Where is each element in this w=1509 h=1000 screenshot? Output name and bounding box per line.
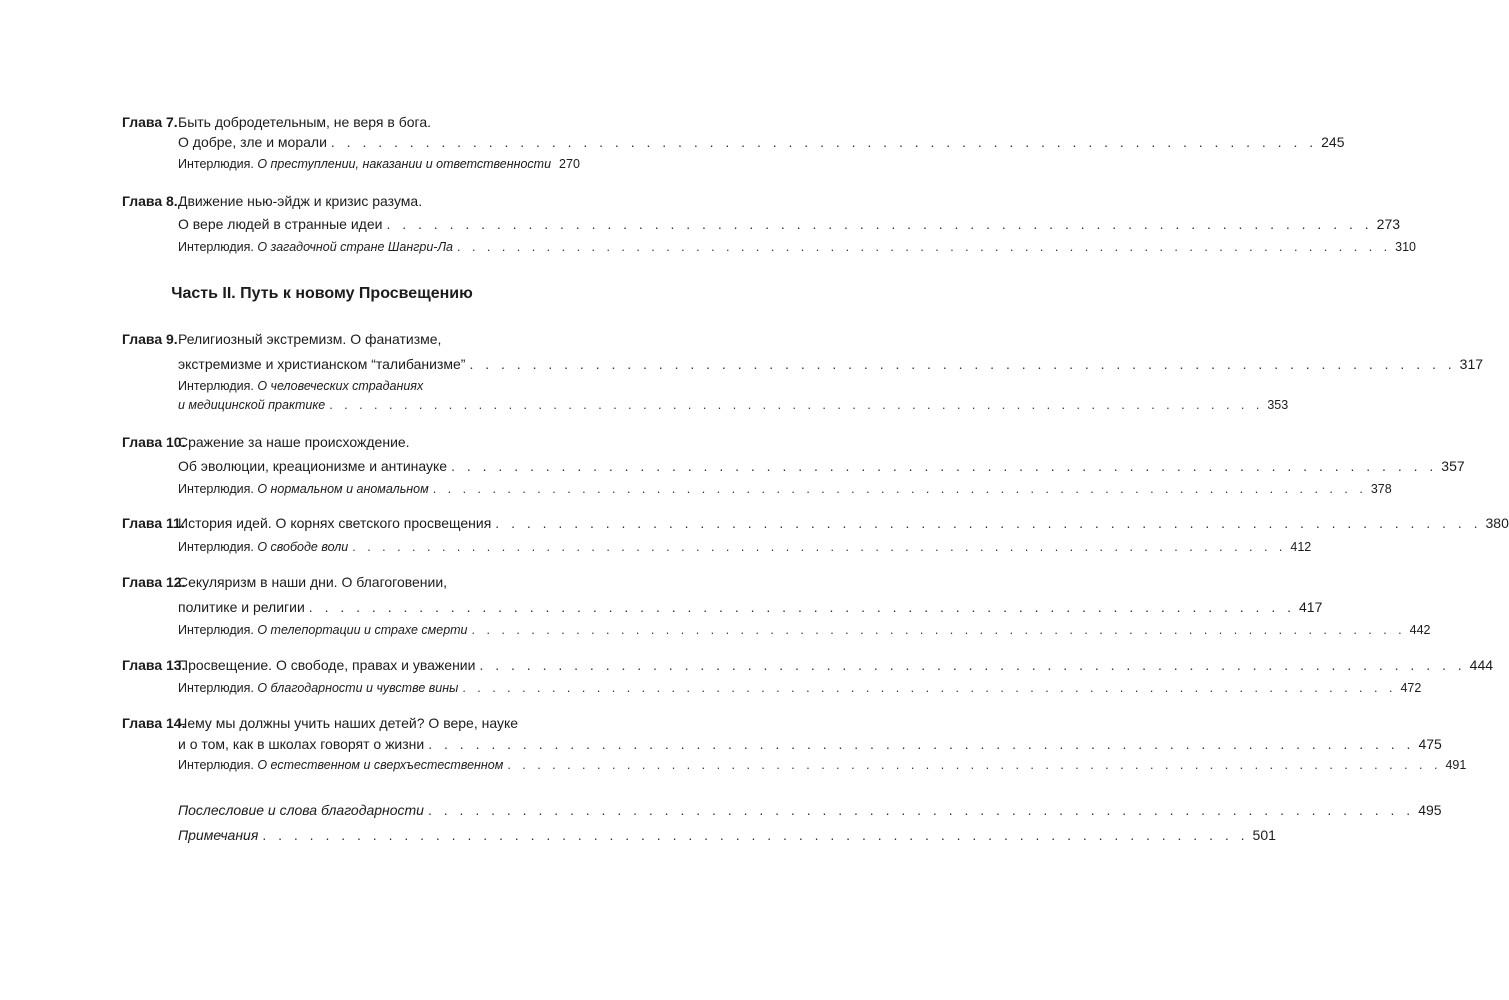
page-number: 442 [1409,623,1431,637]
toc-entry[interactable]: О добре, зле и морали . . . . . . . . . . . . . . . . . . . . . . . . . . . . . . . . . . . . . . . . . . . . . . . . . . . . . . . . . . . . . . . 245 [178,134,1345,150]
dot-leader: . . . . . . . . . . . . . . . . . . . . . . . . . . . . . . . . . . . . . . . . . . . . . . . . . . . . . . . . . . . . . . . [469,356,1456,372]
interlude-entry[interactable]: Интерлюдия. О свободе воли . . . . . . . . . . . . . . . . . . . . . . . . . . . . . . . . . . . . . . . . . . . . . . . . . . . . . . . . . . . . . . . 412 [178,540,1312,554]
chapter-12-heading [122,573,448,591]
toc-entry[interactable]: О вере людей в странные идеи . . . . . . . . . . . . . . . . . . . . . . . . . . . . . . . . . . . . . . . . . . . . . . . . . . . . . . . . . . . . . . . 273 [178,216,1401,232]
chapter-title: Сражение за наше происхождение. [178,434,410,450]
chapter-13-heading [122,656,185,674]
dot-leader: . . . . . . . . . . . . . . . . . . . . . . . . . . . . . . . . . . . . . . . . . . . . . . . . . . . . . . . . . . . . . . . [386,216,1373,232]
dot-leader: . . . . . . . . . . . . . . . . . . . . . . . . . . . . . . . . . . . . . . . . . . . . . . . . . . . . . . . . . . . . . . . [479,657,1466,673]
chapter-title: Религиозный экстремизм. О фанатизме, [178,331,442,347]
page-number: 501 [1252,827,1276,843]
chapter-11-heading [122,514,185,532]
page-number: 444 [1469,657,1494,673]
chapter-label: Глава 13. [122,657,186,673]
dot-leader: . . . . . . . . . . . . . . . . . . . . . . . . . . . . . . . . . . . . . . . . . . . . . . . . . . . . . . . . . . . . . . . [308,599,1296,615]
chapter-label: Глава 10. [122,434,186,450]
dot-leader: . . . . . . . . . . . . . . . . . . . . . . . . . . . . . . . . . . . . . . . . . . . . . . . . . . . . . . . . . . . . . . . [507,758,1442,772]
toc-entry[interactable]: Об эволюции, креационизме и антинауке . . . . . . . . . . . . . . . . . . . . . . . . . . . . . . . . . . . . . . . . . . . . . . . . . . . . . . . . . . . . . . . 357 [178,458,1465,474]
toc-entry[interactable]: и о том, как в школах говорят о жизни . . . . . . . . . . . . . . . . . . . . . . . . . . . . . . . . . . . . . . . . . . . . . . . . . . . . . . . . . . . . . . . 475 [178,736,1442,752]
page-number: 472 [1400,681,1422,695]
chapter-7-heading [122,113,431,131]
dot-leader: . . . . . . . . . . . . . . . . . . . . . . . . . . . . . . . . . . . . . . . . . . . . . . . . . . . . . . . . . . . . . . . [329,398,1264,412]
chapter-title: Чему мы должны учить наших детей? О вере, науке [178,715,519,731]
page-number: 378 [1370,482,1392,496]
page-number: 353 [1267,398,1289,412]
page-number: 491 [1445,758,1467,772]
page-number: 380 [1485,515,1509,531]
toc-entry[interactable]: экстремизме и христианском “талибанизме” . . . . . . . . . . . . . . . . . . . . . . . . . . . . . . . . . . . . . . . . . . . . . . . . . . . . . . . . . . . . . . . 317 [178,356,1484,372]
interlude-entry[interactable]: Интерлюдия. О загадочной стране Шангри-Ла . . . . . . . . . . . . . . . . . . . . . . . . . . . . . . . . . . . . . . . . . . . . . . . . . . . . . . . . . . . . . . . 310 [178,240,1416,254]
interlude-line: Интерлюдия. О человеческих страданиях [178,379,424,393]
chapter-title: Быть добродетельным, не веря в бога. [178,114,431,130]
page-number: 310 [1395,240,1416,254]
part-title: Часть II. Путь к новому Просвещению [171,285,473,302]
page-number: 245 [1321,134,1345,150]
chapter-label: Глава 9. [122,331,178,347]
chapter-label: Глава 7. [122,114,178,130]
chapter-title: Секуляризм в наши дни. О благоговении, [178,574,448,590]
page-number: 475 [1418,736,1442,752]
afterword-entry[interactable]: Послесловие и слова благодарности . . . . . . . . . . . . . . . . . . . . . . . . . . . . . . . . . . . . . . . . . . . . . . . . . . . . . . . . . . . . . . . 495 [178,802,1442,818]
chapter-10-heading [122,433,410,451]
dot-leader: . . . . . . . . . . . . . . . . . . . . . . . . . . . . . . . . . . . . . . . . . . . . . . . . . . . . . . . . . . . . . . . [330,134,1318,150]
interlude-entry[interactable]: Интерлюдия. О благодарности и чувстве вины . . . . . . . . . . . . . . . . . . . . . . . . . . . . . . . . . . . . . . . . . . . . . . . . . . . . . . . . . . . . . . . 472 [178,681,1422,695]
toc-entry[interactable]: политике и религии . . . . . . . . . . . . . . . . . . . . . . . . . . . . . . . . . . . . . . . . . . . . . . . . . . . . . . . . . . . . . . . 417 [178,599,1323,615]
interlude-entry[interactable]: Интерлюдия. О естественном и сверхъестественном . . . . . . . . . . . . . . . . . . . . . . . . . . . . . . . . . . . . . . . . . . . . . . . . . . . . . . . . . . . . . . . 491 [178,758,1467,772]
interlude-entry[interactable]: Интерлюдия. О телепортации и страхе смерти . . . . . . . . . . . . . . . . . . . . . . . . . . . . . . . . . . . . . . . . . . . . . . . . . . . . . . . . . . . . . . . 442 [178,623,1431,637]
chapter-label: Глава 14. [122,715,186,731]
toc-entry[interactable]: История идей. О корнях светского просвещения . . . . . . . . . . . . . . . . . . . . . . . . . . . . . . . . . . . . . . . . . . . . . . . . . . . . . . . . . . . . . . . 380 [178,515,1509,531]
dot-leader: . . . . . . . . . . . . . . . . . . . . . . . . . . . . . . . . . . . . . . . . . . . . . . . . . . . . . . . . . . . . . . . [451,458,1438,474]
page-number: 357 [1441,458,1465,474]
dot-leader: . . . . . . . . . . . . . . . . . . . . . . . . . . . . . . . . . . . . . . . . . . . . . . . . . . . . . . . . . . . . . . . [432,482,1367,496]
interlude-entry[interactable]: Интерлюдия. О преступлении, наказании и ответственности 270 [178,157,580,171]
page-number: 495 [1418,802,1442,818]
page-number: 317 [1459,356,1484,372]
dot-leader: . . . . . . . . . . . . . . . . . . . . . . . . . . . . . . . . . . . . . . . . . . . . . . . . . . . . . . . . . . . . . . . [462,681,1397,695]
page-number: 412 [1290,540,1312,554]
interlude-entry[interactable]: и медицинской практике . . . . . . . . . . . . . . . . . . . . . . . . . . . . . . . . . . . . . . . . . . . . . . . . . . . . . . . . . . . . . . . 353 [178,398,1289,412]
dot-leader: . . . . . . . . . . . . . . . . . . . . . . . . . . . . . . . . . . . . . . . . . . . . . . . . . . . . . . . . . . . . . . . [427,802,1415,818]
toc-entry[interactable]: Просвещение. О свободе, правах и уважении . . . . . . . . . . . . . . . . . . . . . . . . . . . . . . . . . . . . . . . . . . . . . . . . . . . . . . . . . . . . . . . 444 [178,657,1494,673]
dot-leader: . . . . . . . . . . . . . . . . . . . . . . . . . . . . . . . . . . . . . . . . . . . . . . . . . . . . . . . . . . . . . . . [352,540,1287,554]
interlude-entry[interactable]: Интерлюдия. О нормальном и аномальном . . . . . . . . . . . . . . . . . . . . . . . . . . . . . . . . . . . . . . . . . . . . . . . . . . . . . . . . . . . . . . . 378 [178,482,1392,496]
chapter-8-heading [122,192,423,210]
dot-leader: . . . . . . . . . . . . . . . . . . . . . . . . . . . . . . . . . . . . . . . . . . . . . . . . . . . . . . . . . . . . . . . [457,240,1392,254]
chapter-title: Движение нью-эйдж и кризис разума. [178,193,423,209]
chapter-label: Глава 8. [122,193,178,209]
dot-leader: . . . . . . . . . . . . . . . . . . . . . . . . . . . . . . . . . . . . . . . . . . . . . . . . . . . . . . . . . . . . . . . [495,515,1482,531]
dot-leader: . . . . . . . . . . . . . . . . . . . . . . . . . . . . . . . . . . . . . . . . . . . . . . . . . . . . . . . . . . . . . . . [428,736,1415,752]
page-number: 270 [559,157,580,171]
chapter-label: Глава 12. [122,574,186,590]
chapter-14-heading [122,714,519,732]
dot-leader: . . . . . . . . . . . . . . . . . . . . . . . . . . . . . . . . . . . . . . . . . . . . . . . . . . . . . . . . . . . . . . . [471,623,1406,637]
notes-entry[interactable]: Примечания . . . . . . . . . . . . . . . . . . . . . . . . . . . . . . . . . . . . . . . . . . . . . . . . . . . . . . . . . . . . . . . 501 [178,827,1276,843]
dot-leader: . . . . . . . . . . . . . . . . . . . . . . . . . . . . . . . . . . . . . . . . . . . . . . . . . . . . . . . . . . . . . . . [262,827,1249,843]
chapter-9-heading [122,330,442,348]
page-number: 417 [1299,599,1323,615]
page-number: 273 [1376,216,1401,232]
chapter-label: Глава 11. [122,515,185,531]
